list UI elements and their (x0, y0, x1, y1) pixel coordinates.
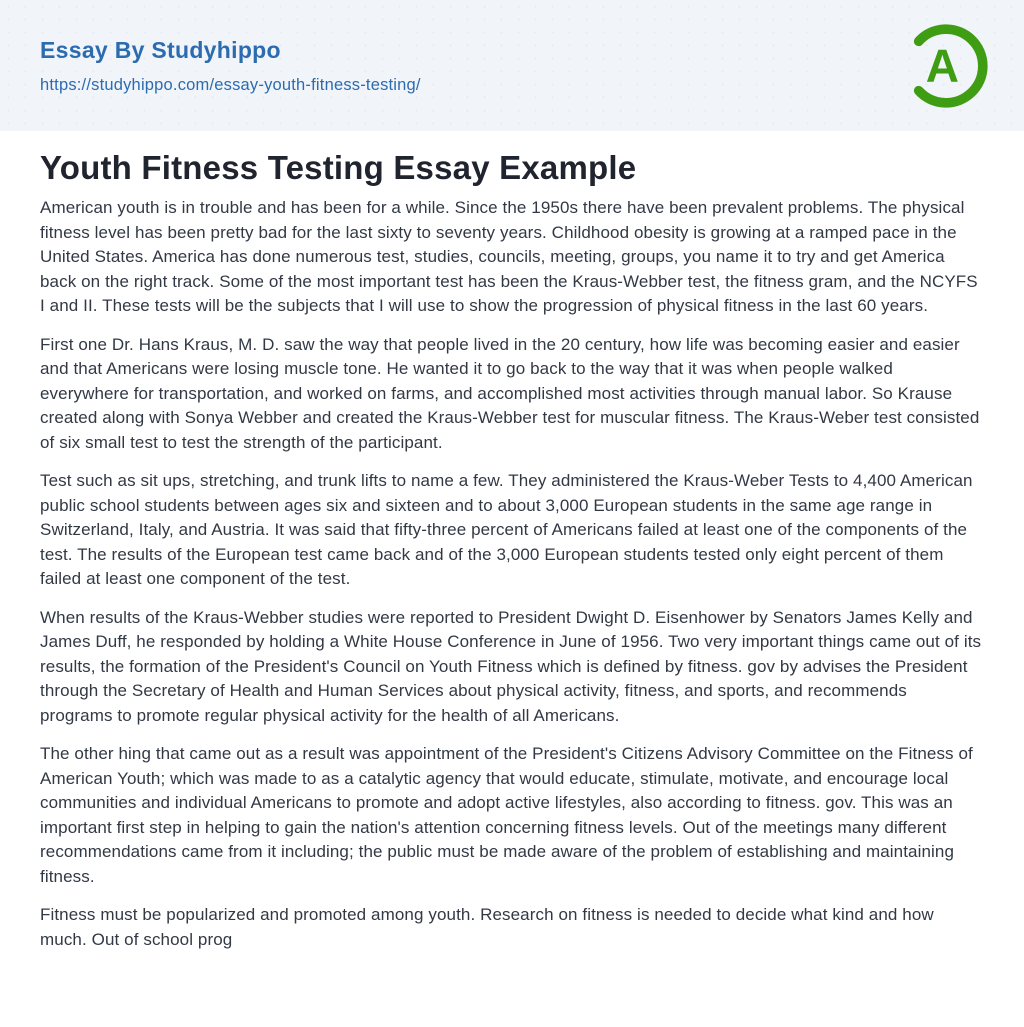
page-url-link[interactable]: https://studyhippo.com/essay-youth-fitness-testing/ (40, 75, 421, 94)
article-container (0, 131, 1024, 952)
essay-paragraph: Test such as sit ups, stretching, and trunk lifts to name a few. They administered the Kraus-Weber Tests to 4,400 American public school students between ages six and sixteen and to about 3,000 European students in the same age range in Switzerland, Italy, and Austria. It was said that fifty-three percent of Americans failed at least one of the components of the test. The results of the European test came back and of the 3,000 European students tested only eight percent of them failed at least one component of the test. (40, 471, 973, 588)
essay-body (40, 196, 984, 952)
site-title: Essay By Studyhippo (40, 36, 281, 63)
essay-paragraph: The other hing that came out as a result was appointment of the President's Citizens Advisory Committee on the Fitness of American Youth; which was made to as a catalytic agency that would educate, stimulate, motivate, and encourage local communities and individual Americans to promote and adopt active lifestyles, also according to fitness. gov. This was an important first step in helping to gain the nation's attention concerning fitness levels. Out of the meetings many different recommendations came from it including; the public must be made aware of the problem of establishing and maintaining fitness. (40, 744, 973, 886)
article-title: Youth Fitness Testing Essay Example (40, 149, 637, 186)
essay-paragraph: First one Dr. Hans Kraus, M. D. saw the way that people lived in the 20 century, how life was becoming easier and easier and that Americans were losing muscle tone. He wanted it to go back to the way that it was when people walked everywhere for transportation, and worked on farms, and accomplished most activities through manual labor. So Krause created along with Sonya Webber and created the Kraus-Webber test for muscular fitness. The Kraus-Weber test consisted of six small test to test the strength of the participant. (40, 334, 980, 452)
header-text-block (40, 37, 421, 95)
essay-paragraph: American youth is in trouble and has been for a while. Since the 1950s there have been prevalent problems. The physical fitness level has been pretty bad for the last sixty to seventy years. Childhood obesity is growing at a ramped pace in the United States. America has done numerous test, studies, councils, meeting, groups, you name it to try and get America back on the right track. Some of the most important test has been the Kraus-Webber test, the fitness gram, and the NCYFS I and II. These tests will be the subjects that I will use to show the progression of physical fitness in the last 60 years. (40, 198, 978, 315)
logo-letter: A (925, 39, 959, 92)
essay-paragraph: Fitness must be popularized and promoted among youth. Research on fitness is needed to decide what kind and how much. Out of school prog (40, 905, 934, 949)
essay-paragraph: When results of the Kraus-Webber studies were reported to President Dwight D. Eisenhower by Senators James Kelly and James Duff, he responded by holding a White House Conference in June of 1956. Two very important things came out of its results, the formation of the President's Council on Youth Fitness which is defined by fitness. gov by advises the President through the Secretary of Health and Human Services about physical activity, fitness, and sports, and recommends programs to promote regular physical activity for the health of all Americans. (40, 607, 982, 725)
page-header (0, 0, 1024, 131)
studyhippo-logo (900, 20, 992, 112)
